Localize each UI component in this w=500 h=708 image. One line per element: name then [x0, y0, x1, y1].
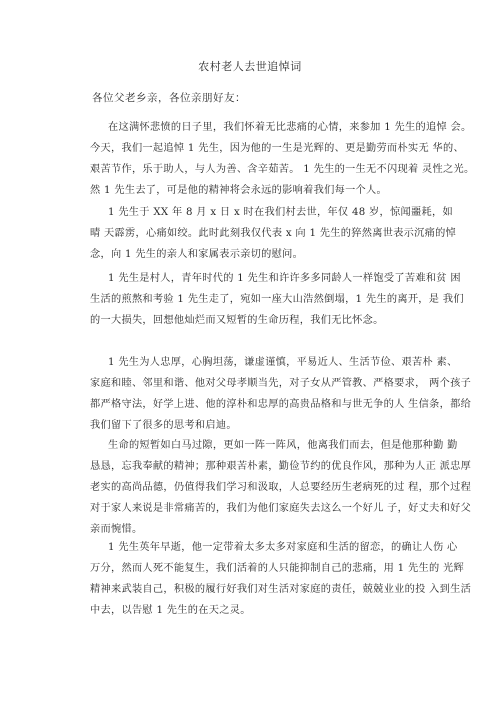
paragraph-line: 艰苦节作，乐于助人，与人为善、含辛茹苦。 1 先生的一生无不闪现着 灵性之光。 — [90, 164, 475, 175]
paragraph-line: 老实的高尚品德，仍值得我们学习和汲取，人总要经历生老病死的过 程，那个过程 — [90, 482, 472, 493]
paragraph-line: 生活的煎熬和考验 1 先生走了，宛如一座大山浩然倒塌，1 先生的离开，是 我们 — [90, 294, 464, 305]
paragraph-line: 1 先生是村人，青年时代的 1 先生和许许多多同龄人一样饱受了苦难和贫 困 — [108, 273, 461, 284]
paragraph-6 — [90, 537, 472, 621]
paragraph-line: 生命的短暂如白马过隙，更如一阵一阵风，他离我们而去，但是他那种勤 勤 — [108, 440, 458, 451]
paragraph-line: 今天，我们一起追悼 1 先生，因为他的一生是光辉的、更是勤劳而朴实无 华的、 — [90, 143, 464, 154]
paragraph-2 — [90, 202, 457, 265]
paragraph-line: 念，向 1 先生的亲人和家属表示亲切的慰问。 — [90, 249, 304, 260]
paragraph-line: 家庭和睦、邻里和谐、他对父母孝顺当先，对子女从严管教、严格要求， 两个孩子 — [90, 378, 472, 389]
paragraph-line: 1 先生英年早逝，他一定带着太多太多对家庭和生活的留恋，的确让人伤 心 — [108, 542, 458, 553]
paragraph-4 — [90, 352, 472, 436]
paragraph-3 — [90, 268, 464, 331]
paragraph-5 — [90, 435, 472, 540]
paragraph-line: 万分，然而人死不能复生，我们活着的人只能抑制自己的悲痛，用 1 先生的 光辉 — [90, 563, 464, 574]
paragraph-line: 的一大损失，回想他灿烂而又短暂的生命历程，我们无比怀念。 — [90, 315, 384, 326]
salutation: 各位父老乡亲，各位亲朋好友： — [92, 92, 246, 104]
paragraph-line: 我们留下了很多的思考和启迪。 — [90, 420, 237, 431]
paragraph-line: 然 1 先生去了，可是他的精神将会永远的影响着我们每一个人。 — [90, 185, 388, 196]
paragraph-line: 晴 天霹雳，心痛如绞。此时此刻我仅代表 x 向 1 先生的猝然离世表示沉痛的悼 — [90, 228, 457, 239]
paragraph-line: 对于家人来说是非常痛苦的，我们为他们家庭失去这么一个好儿 子，好丈夫和好父 — [90, 503, 472, 514]
paragraph-line: 精神来武装自己，积极的履行好我们对生活对家庭的责任，兢兢业业的投 入到生活 — [90, 584, 472, 595]
paragraph-line: 1 先生为人忠厚，心胸坦荡，谦虚谨慎，平易近人、生活节俭、艰苦朴 素、 — [108, 357, 458, 368]
paragraph-line: 中去，以告慰 1 先生的在天之灵。 — [90, 605, 251, 616]
paragraph-line: 在这满怀悲愤的日子里，我们怀着无比悲痛的心情，来参加 1 先生的追悼 会。 — [108, 122, 472, 133]
paragraph-1 — [90, 117, 475, 201]
paragraph-line: 1 先生于 XX 年 8 月 x 日 x 时在我们村去世，年仅 48 岁，惊闻噩耗，如 — [108, 207, 453, 218]
paragraph-line: 亲而惋惜。 — [90, 524, 143, 535]
document-title: 农村老人去世追悼词 — [198, 60, 302, 73]
paragraph-line: 恳恳，忘我奉献的精神；那种艰苦朴素，勤俭节约的优良作风，那种为人正 派忠厚 — [90, 461, 472, 472]
paragraph-line: 都严格守法，好学上进、他的淳朴和忠厚的高贵品格和与世无争的人 生信条，都给 — [90, 399, 472, 410]
